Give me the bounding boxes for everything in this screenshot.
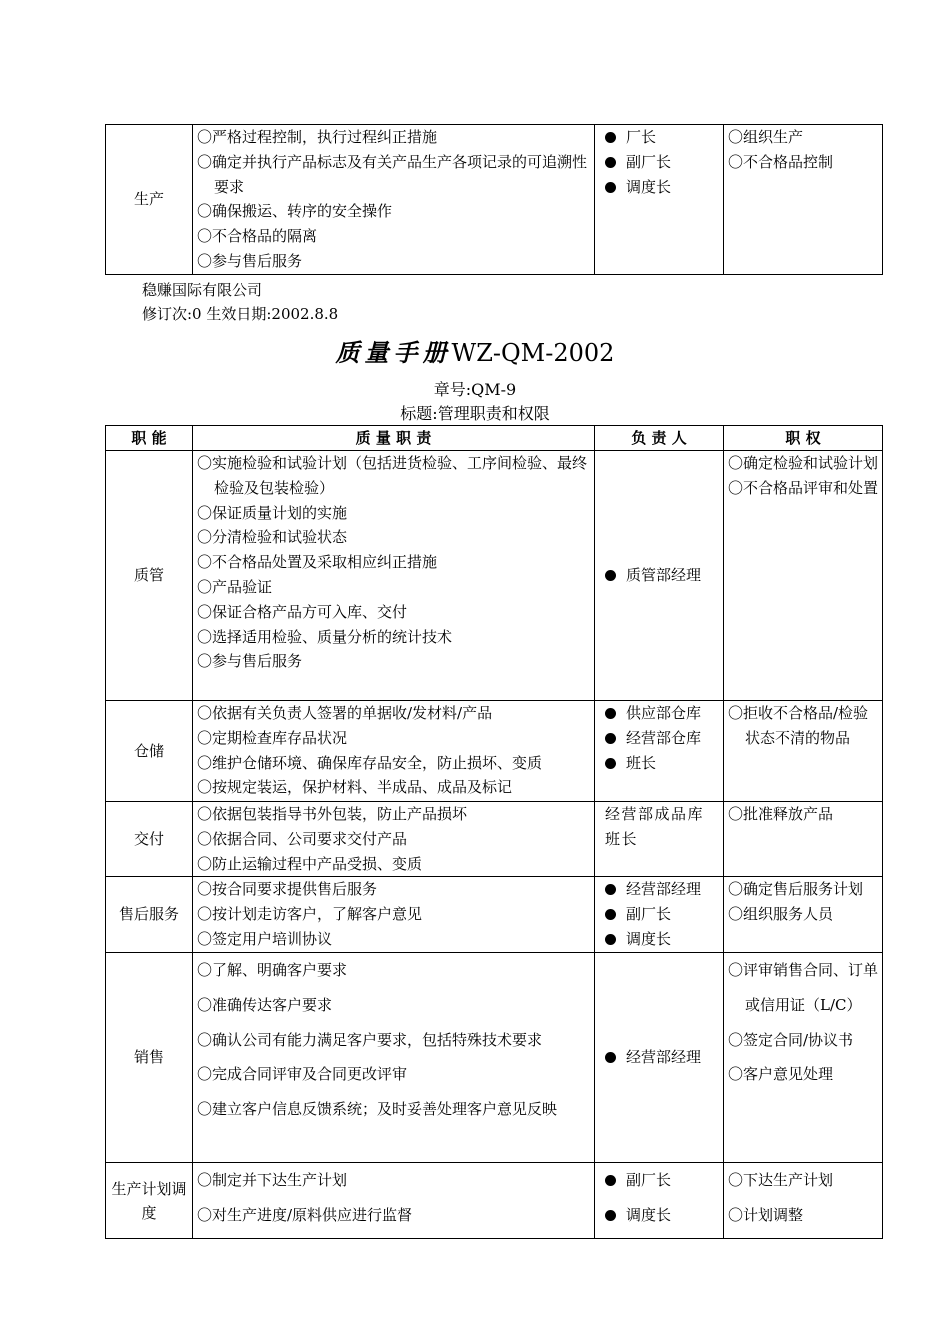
owner-item: 副厂长 bbox=[599, 902, 719, 927]
page-title bbox=[0, 333, 950, 368]
authority-cell bbox=[724, 802, 883, 877]
duty-item: 〇按计划走访客户，了解客户意见 bbox=[197, 905, 423, 924]
owner-cell bbox=[595, 802, 724, 877]
owner-item: 调度长 bbox=[599, 927, 719, 952]
table-row bbox=[106, 877, 883, 953]
subject-title: 标题:管理职责和权限 bbox=[400, 404, 550, 423]
duty-item: 〇定期检查库存品状况 bbox=[197, 728, 348, 747]
authority-item: 〇计划调整 bbox=[728, 1205, 804, 1224]
authority-cell bbox=[724, 1163, 883, 1239]
duty-item: 〇维护仓储环境、确保库存品安全，防止损坏、变质 bbox=[197, 753, 543, 772]
bullet-icon bbox=[605, 132, 616, 143]
authority-item: 〇不合格品评审和处置 bbox=[728, 478, 879, 497]
bullet-icon bbox=[605, 909, 616, 920]
duty-item: 〇依据包装指导书外包装，防止产品损坏 bbox=[197, 805, 468, 823]
owner-item: 供应部仓库 bbox=[599, 701, 719, 726]
function-cell: 质管 bbox=[106, 451, 193, 701]
duties-cell bbox=[193, 877, 595, 953]
bullet-icon bbox=[605, 758, 616, 769]
duty-item: 〇分清检验和试验状态 bbox=[197, 528, 348, 547]
table-row bbox=[106, 802, 883, 877]
duty-item: 〇实施检验和试验计划（包括进货检验、工序间检验、最终检验及包装检验） bbox=[197, 454, 588, 497]
authority-item: 〇客户意见处理 bbox=[728, 1065, 834, 1084]
bullet-icon bbox=[605, 157, 616, 168]
revision-info: 修订次:0 生效日期:2002.8.8 bbox=[142, 305, 339, 323]
duty-item: 〇防止运输过程中产品受损、变质 bbox=[197, 854, 423, 873]
authority-item: 〇评审销售合同、订单或信用证（L/C） bbox=[728, 961, 879, 1014]
authority-cell bbox=[724, 451, 883, 701]
table-row bbox=[106, 953, 883, 1163]
duties-cell bbox=[193, 451, 595, 701]
duty-item: 〇建立客户信息反馈系统；及时妥善处理客户意见反映 bbox=[197, 1099, 558, 1118]
table-row bbox=[106, 125, 883, 275]
bullet-icon bbox=[605, 733, 616, 744]
owner-item: 副厂长 bbox=[599, 150, 719, 175]
table-header-row bbox=[106, 426, 883, 451]
owner-text: 经营部成品库班长 bbox=[605, 805, 705, 848]
duty-item: 〇确定并执行产品标志及有关产品生产各项记录的可追溯性要求 bbox=[197, 152, 588, 196]
owner-item: 经营部经理 bbox=[599, 1045, 719, 1070]
title-cn: 质量手册 bbox=[335, 338, 452, 367]
authority-item: 〇确定检验和试验计划 bbox=[728, 454, 879, 472]
function-cell: 仓储 bbox=[106, 701, 193, 802]
owner-item: 副厂长 bbox=[599, 1163, 719, 1198]
duty-item: 〇了解、明确客户要求 bbox=[197, 961, 348, 980]
duty-item: 〇确保搬运、转序的安全操作 bbox=[197, 202, 393, 221]
duty-item: 〇准确传达客户要求 bbox=[197, 995, 333, 1014]
duty-item: 〇按合同要求提供售后服务 bbox=[197, 880, 378, 899]
authority-cell bbox=[724, 877, 883, 953]
authority-item: 〇组织服务人员 bbox=[728, 905, 834, 924]
table-row bbox=[106, 1163, 883, 1239]
duty-item: 〇签定用户培训协议 bbox=[197, 929, 333, 948]
bullet-icon bbox=[605, 182, 616, 193]
duty-item: 〇依据合同、公司要求交付产品 bbox=[197, 829, 408, 848]
authority-cell bbox=[724, 701, 883, 802]
owner-cell bbox=[595, 125, 724, 275]
function-cell: 交付 bbox=[106, 802, 193, 877]
owner-item: 经营部仓库 bbox=[599, 726, 719, 751]
duty-item: 〇保证质量计划的实施 bbox=[197, 503, 348, 522]
column-header: 负 责 人 bbox=[595, 426, 724, 451]
company-name: 稳赚国际有限公司 bbox=[142, 281, 263, 299]
duty-item: 〇选择适用检验、质量分析的统计技术 bbox=[197, 627, 453, 646]
bullet-icon bbox=[605, 1052, 616, 1063]
duty-item: 〇产品验证 bbox=[197, 577, 273, 596]
owner-cell bbox=[595, 701, 724, 802]
chapter-number: 章号:QM-9 bbox=[433, 380, 517, 399]
duties-cell bbox=[193, 802, 595, 877]
authority-cell bbox=[724, 953, 883, 1163]
bullet-icon bbox=[605, 934, 616, 945]
authority-item: 〇组织生产 bbox=[728, 128, 804, 146]
bullet-icon bbox=[605, 1210, 616, 1221]
owner-cell bbox=[595, 953, 724, 1163]
function-cell: 生产 bbox=[106, 125, 193, 275]
responsibility-table bbox=[105, 425, 883, 1239]
owner-item: 厂长 bbox=[599, 125, 719, 150]
duty-item: 〇参与售后服务 bbox=[197, 652, 303, 671]
authority-item: 〇不合格品控制 bbox=[728, 152, 834, 171]
duty-item: 〇不合格品的隔离 bbox=[197, 227, 318, 246]
owner-item: 调度长 bbox=[599, 175, 719, 200]
duty-item: 〇参与售后服务 bbox=[197, 251, 303, 270]
duty-item: 〇确认公司有能力满足客户要求，包括特殊技术要求 bbox=[197, 1030, 543, 1049]
title-code: WZ-QM-2002 bbox=[451, 339, 615, 367]
owner-cell bbox=[595, 1163, 724, 1239]
owner-cell bbox=[595, 877, 724, 953]
owner-item: 经营部经理 bbox=[599, 877, 719, 902]
authority-cell bbox=[724, 125, 883, 275]
duty-item: 〇依据有关负责人签署的单据收/发材料/产品 bbox=[197, 704, 493, 722]
duties-cell bbox=[193, 953, 595, 1163]
authority-item: 〇批准释放产品 bbox=[728, 805, 834, 823]
duty-item: 〇对生产进度/原料供应进行监督 bbox=[197, 1205, 413, 1224]
production-duties-table bbox=[105, 124, 883, 275]
owner-item: 调度长 bbox=[599, 1198, 719, 1233]
bullet-icon bbox=[605, 884, 616, 895]
table-row bbox=[106, 701, 883, 802]
duties-cell bbox=[193, 125, 595, 275]
authority-item: 〇确定售后服务计划 bbox=[728, 880, 864, 899]
duty-item: 〇按规定装运，保护材料、半成品、成品及标记 bbox=[197, 778, 513, 797]
duties-cell bbox=[193, 701, 595, 802]
function-cell: 售后服务 bbox=[106, 877, 193, 953]
authority-item: 〇签定合同/协议书 bbox=[728, 1030, 854, 1049]
owner-cell bbox=[595, 451, 724, 701]
column-header: 职 权 bbox=[724, 426, 883, 451]
duty-item: 〇严格过程控制，执行过程纠正措施 bbox=[197, 128, 438, 146]
duty-item: 〇不合格品处置及采取相应纠正措施 bbox=[197, 553, 438, 572]
duty-item: 〇完成合同评审及合同更改评审 bbox=[197, 1065, 408, 1084]
function-cell: 生产计划调度 bbox=[106, 1163, 193, 1239]
bullet-icon bbox=[605, 570, 616, 581]
duty-item: 〇保证合格产品方可入库、交付 bbox=[197, 602, 408, 621]
bullet-icon bbox=[605, 1175, 616, 1186]
duty-item: 〇制定并下达生产计划 bbox=[197, 1171, 348, 1190]
owner-item: 班长 bbox=[599, 751, 719, 776]
owner-item: 质管部经理 bbox=[599, 563, 719, 588]
authority-item: 〇拒收不合格品/检验状态不清的物品 bbox=[728, 704, 869, 747]
bullet-icon bbox=[605, 708, 616, 719]
function-cell: 销售 bbox=[106, 953, 193, 1163]
column-header: 职 能 bbox=[106, 426, 193, 451]
authority-item: 〇下达生产计划 bbox=[728, 1171, 834, 1190]
column-header: 质 量 职 责 bbox=[193, 426, 595, 451]
duties-cell bbox=[193, 1163, 595, 1239]
table-row bbox=[106, 451, 883, 701]
